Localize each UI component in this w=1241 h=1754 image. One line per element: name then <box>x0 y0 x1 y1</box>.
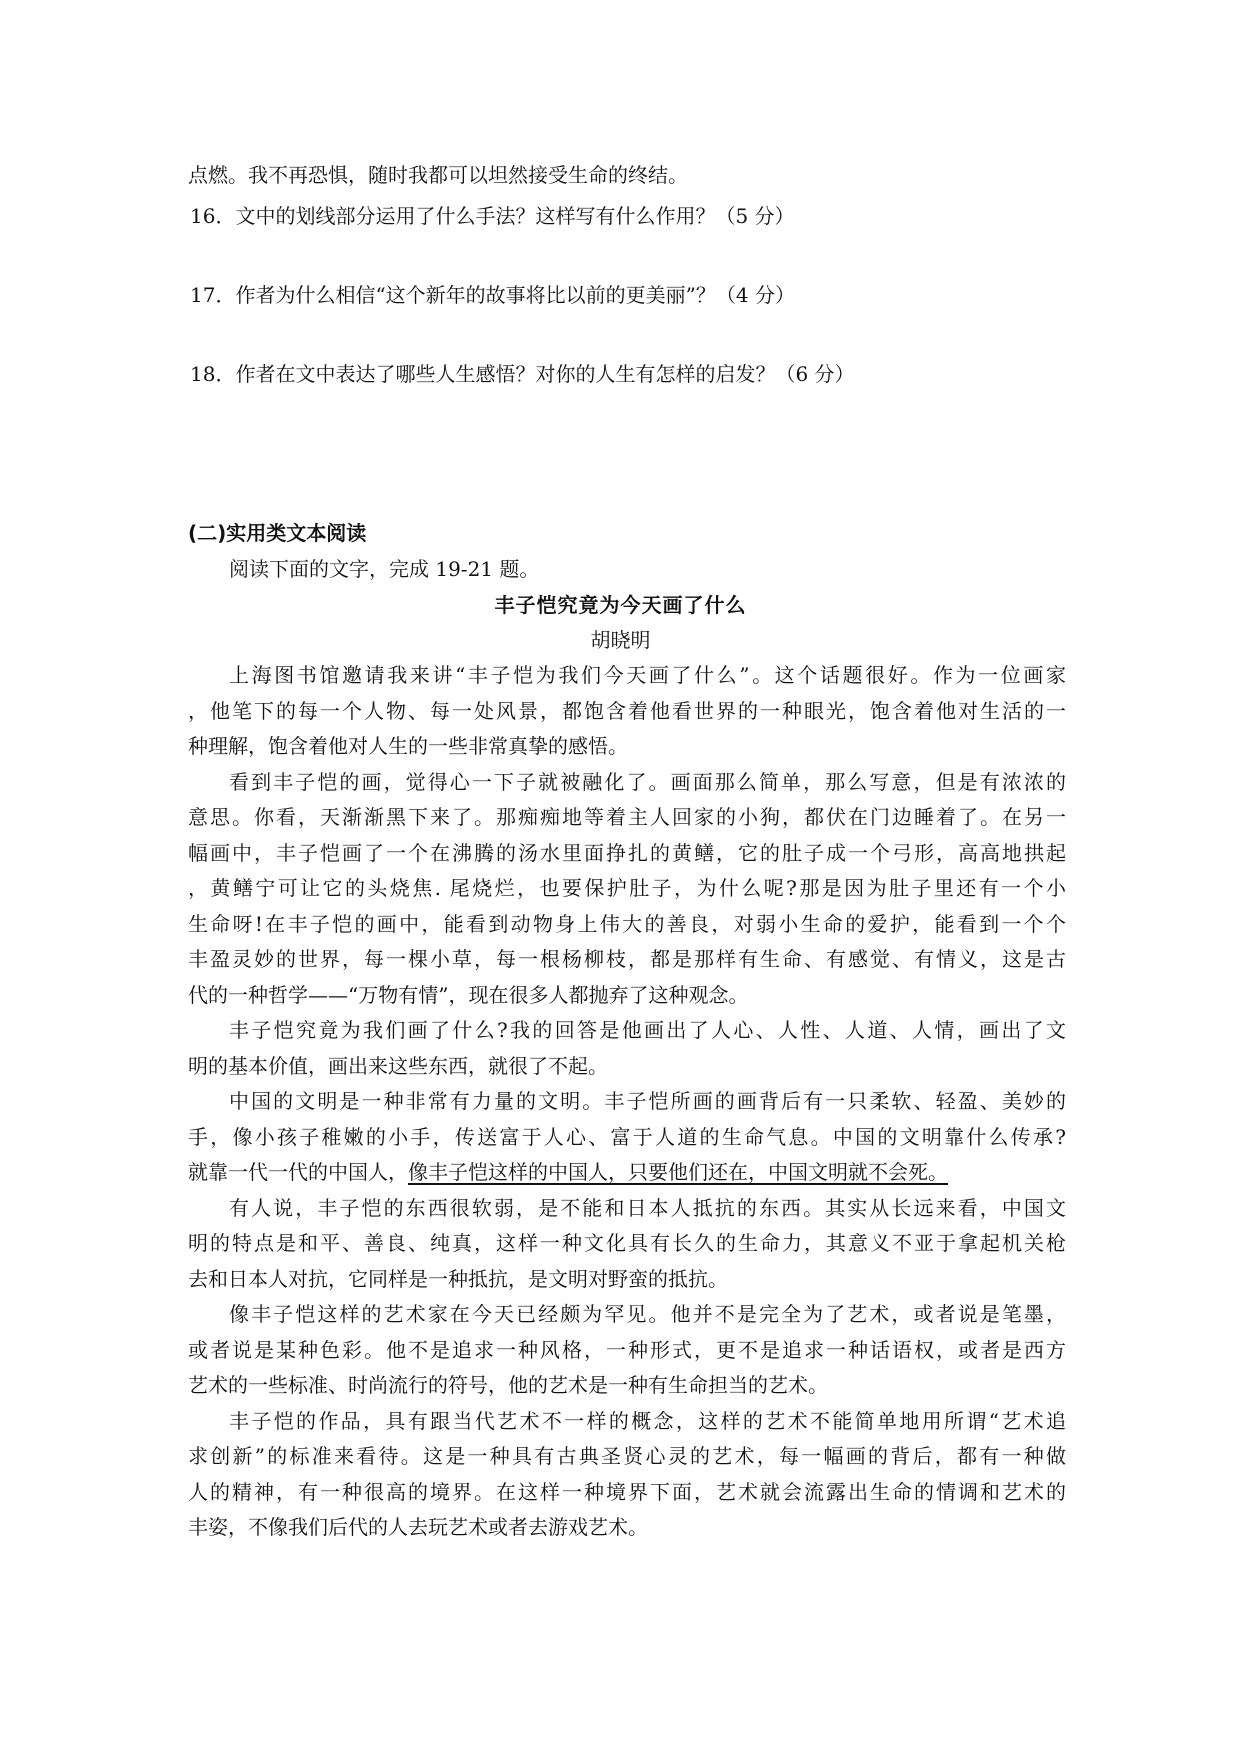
article-line: 意思。你看，天渐渐黑下来了。那痴痴地等着主人回家的小狗，都伏在门边睡着了。在另一 <box>188 805 1066 829</box>
article-line: 手，像小孩子稚嫩的小手，传送富于人心、富于人道的生命气息。中国的文明靠什么传承? <box>188 1125 1066 1149</box>
article-author: 胡晓明 <box>590 628 651 652</box>
question-17: 17．作者为什么相信“这个新年的故事将比以前的更美丽”？（4 分） <box>190 283 795 307</box>
article-line: 像丰子恺这样的艺术家在今天已经颇为罕见。他并不是完全为了艺术，或者说是笔墨， <box>229 1302 1066 1326</box>
article-line: 上海图书馆邀请我来讲“丰子恺为我们今天画了什么”。这个话题很好。作为一位画家 <box>229 663 1066 687</box>
article-line: ，黄鳝宁可让它的头烧焦. 尾烧烂，也要保护肚子，为什么呢?那是因为肚子里还有一个小 <box>188 876 1066 900</box>
article-line: 生命呀!在丰子恺的画中，能看到动物身上伟大的善良，对弱小生命的爱护，能看到一个个 <box>188 912 1066 936</box>
article-line: 丰子恺究竟为我们画了什么?我的回答是他画出了人心、人性、人道、人情，画出了文 <box>229 1018 1066 1042</box>
passage-tail-line: 点燃。我不再恐惧，随时我都可以坦然接受生命的终结。 <box>188 163 688 187</box>
article-line: 中国的文明是一种非常有力量的文明。丰子恺所画的画背后有一只柔软、轻盈、美妙的 <box>229 1089 1066 1113</box>
article-line: 人的精神，有一种很高的境界。在这样一种境界下面，艺术就会流露出生命的情调和艺术的 <box>188 1480 1066 1504</box>
article-line: 看到丰子恺的画，觉得心一下子就被融化了。画面那么简单，那么写意，但是有浓浓的 <box>229 770 1066 794</box>
article-line: 明的特点是和平、善良、纯真，这样一种文化具有长久的生命力，其意义不亚于拿起机关枪 <box>188 1231 1066 1255</box>
section-heading: (二)实用类文本阅读 <box>188 521 367 545</box>
reading-instruction: 阅读下面的文字，完成 19-21 题。 <box>229 557 540 581</box>
question-16: 16．文中的划线部分运用了什么手法？这样写有什么作用？（5 分） <box>190 204 795 228</box>
article-line: ，他笔下的每一个人物、每一处风景，都饱含着他看世界的一种眼光，饱含着他对生活的一 <box>188 699 1066 723</box>
article-line: 丰盈灵妙的世界，每一棵小草，每一根杨柳枝，都是那样有生命、有感觉、有情义，这是古 <box>188 947 1066 971</box>
article-line: 艺术的一些标准、时尚流行的符号，他的艺术是一种有生命担当的艺术。 <box>188 1373 828 1397</box>
article-line: 明的基本价值，画出来这些东西，就很了不起。 <box>188 1054 608 1078</box>
article-line: 丰子恺的作品，具有跟当代艺术不一样的概念，这样的艺术不能简单地用所谓“艺术追 <box>229 1409 1066 1433</box>
article-line: 去和日本人对抗，它同样是一种抵抗，是文明对野蛮的抵抗。 <box>188 1267 728 1291</box>
article-line: 求创新”的标准来看待。这是一种具有古典圣贤心灵的艺术，每一幅画的背后，都有一种做 <box>188 1444 1066 1468</box>
article-title: 丰子恺究竟为今天画了什么 <box>494 593 747 617</box>
article-line: 有人说，丰子恺的东西很软弱，是不能和日本人抵抗的东西。其实从长远来看，中国文 <box>229 1196 1066 1220</box>
article-line-start: 就靠一代一代的中国人， <box>188 1160 408 1184</box>
article-line: 代的一种哲学——“万物有情”，现在很多人都抛弃了这种观念。 <box>188 983 749 1007</box>
underlined-sentence: 像丰子恺这样的中国人，只要他们还在，中国文明就不会死。 <box>408 1160 948 1184</box>
article-line-with-underline <box>188 1159 948 1185</box>
question-18: 18．作者在文中表达了哪些人生感悟？对你的人生有怎样的启发？（6 分） <box>190 362 855 386</box>
article-line: 幅画中，丰子恺画了一个在沸腾的汤水里面挣扎的黄鳝，它的肚子成一个弓形，高高地拱起 <box>188 841 1066 865</box>
article-line: 或者说是某种色彩。他不是追求一种风格，一种形式，更不是追求一种话语权，或者是西方 <box>188 1338 1066 1362</box>
article-line: 丰姿，不像我们后代的人去玩艺术或者去游戏艺术。 <box>188 1515 648 1539</box>
article-line: 种理解，饱含着他对人生的一些非常真挚的感悟。 <box>188 734 628 758</box>
